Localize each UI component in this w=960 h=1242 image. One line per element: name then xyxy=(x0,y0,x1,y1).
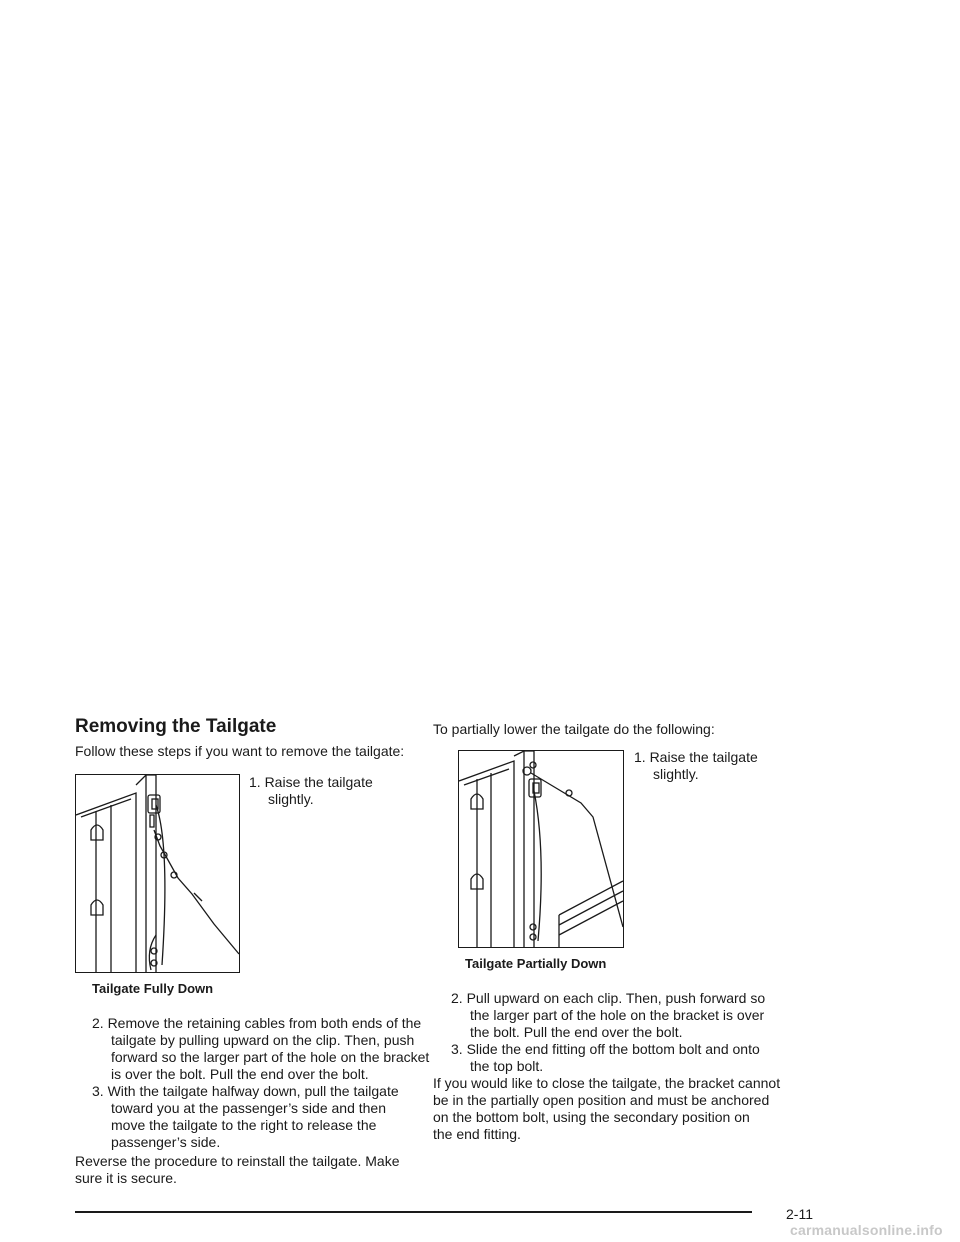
right-step-3 xyxy=(451,1041,760,1075)
left-step-2-line-2: tailgate by pulling upward on the clip. Then, push xyxy=(111,1032,415,1048)
section-heading: Removing the Tailgate xyxy=(75,716,277,737)
right-step-2-line-2: the larger part of the hole on the bracket is over xyxy=(470,1007,765,1023)
left-step-1-line-1: 1. Raise the tailgate xyxy=(249,774,373,790)
tailgate-fully-down-illustration xyxy=(76,775,239,972)
right-step-2-line-3: the bolt. Pull the end over the bolt. xyxy=(470,1024,683,1040)
right-step-1 xyxy=(634,749,758,783)
right-step-1-line-1: 1. Raise the tailgate xyxy=(634,749,758,765)
right-closing-line-2: be in the partially open position and must be anchored xyxy=(433,1092,770,1108)
page-number: 2-11 xyxy=(786,1206,813,1222)
left-step-2-line-4: is over the bolt. Pull the end over the bolt. xyxy=(111,1066,369,1082)
left-closing-line-2: sure it is secure. xyxy=(75,1170,177,1186)
left-closing-text xyxy=(75,1153,400,1187)
right-closing-line-4: the end fitting. xyxy=(433,1126,521,1142)
left-step-2-line-1: 2. Remove the retaining cables from both ends of the xyxy=(92,1015,422,1031)
left-step-3-line-4: passenger’s side. xyxy=(111,1134,221,1150)
left-step-2 xyxy=(92,1015,429,1083)
right-step-3-line-2: the top bolt. xyxy=(470,1058,544,1074)
right-step-2-line-1: 2. Pull upward on each clip. Then, push forward so xyxy=(451,990,766,1006)
right-step-3-line-1: 3. Slide the end fitting off the bottom bolt and onto xyxy=(451,1041,760,1057)
tailgate-partially-down-figure xyxy=(458,750,624,948)
right-closing-text xyxy=(433,1075,780,1143)
right-figure-caption: Tailgate Partially Down xyxy=(465,956,607,971)
right-step-2 xyxy=(451,990,765,1041)
tailgate-partially-down-illustration xyxy=(459,751,623,947)
right-closing-line-1: If you would like to close the tailgate, the bracket cannot xyxy=(433,1075,781,1091)
right-step-1-line-2: slightly. xyxy=(653,766,699,782)
right-intro-text: To partially lower the tailgate do the following: xyxy=(433,721,715,737)
left-closing-line-1: Reverse the procedure to reinstall the tailgate. Make xyxy=(75,1153,400,1169)
left-step-2-line-3: forward so the larger part of the hole on the bracket xyxy=(111,1049,430,1065)
left-step-3-line-2: toward you at the passenger’s side and then xyxy=(111,1100,387,1116)
footer-rule xyxy=(75,1211,752,1213)
right-closing-line-3: on the bottom bolt, using the secondary position on xyxy=(433,1109,750,1125)
left-intro-text: Follow these steps if you want to remove the tailgate: xyxy=(75,743,405,759)
left-step-1-line-2: slightly. xyxy=(268,791,314,807)
left-step-3-line-3: move the tailgate to the right to release the xyxy=(111,1117,377,1133)
left-figure-caption: Tailgate Fully Down xyxy=(92,981,214,996)
left-step-3 xyxy=(92,1083,399,1151)
left-step-1 xyxy=(249,774,373,808)
tailgate-fully-down-figure xyxy=(75,774,240,973)
watermark: carmanualsonline.info xyxy=(790,1222,943,1238)
left-step-3-line-1: 3. With the tailgate halfway down, pull the tailgate xyxy=(92,1083,399,1099)
